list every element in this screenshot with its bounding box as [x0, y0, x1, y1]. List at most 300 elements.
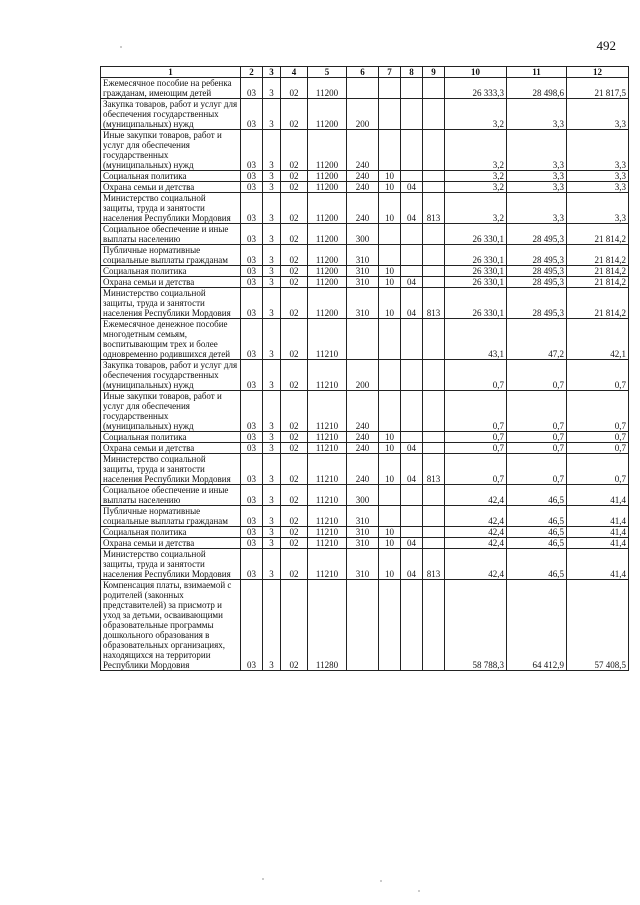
row-name-cell: Социальная политика — [101, 266, 241, 277]
amount-year3-cell: 3,3 — [567, 171, 629, 182]
subsection-code-cell: 10 — [379, 443, 401, 454]
amount-year1-cell: 43,1 — [445, 319, 507, 360]
budget-table — [100, 66, 629, 671]
expense-code-cell: 11210 — [308, 319, 347, 360]
section-code-cell: 3 — [263, 391, 281, 432]
amount-year1-cell: 26 330,1 — [445, 224, 507, 245]
row-name-cell: Иные закупки товаров, работ и услуг для обеспечения государственных (муниципальных) нужд — [101, 391, 241, 432]
expense-code-cell: 11200 — [308, 277, 347, 288]
amount-year3-cell: 3,3 — [567, 130, 629, 171]
table-row — [101, 580, 629, 671]
amount-year3-cell: 3,3 — [567, 182, 629, 193]
ministry-code-cell: 03 — [241, 360, 263, 391]
dept-code-cell — [423, 443, 445, 454]
amount-year2-cell: 0,7 — [507, 360, 567, 391]
subsection-code-cell: 10 — [379, 549, 401, 580]
ministry-code-cell: 03 — [241, 171, 263, 182]
program-code-cell: 02 — [281, 78, 308, 99]
subsection-code-cell — [379, 319, 401, 360]
expense-type-cell: 300 — [347, 224, 379, 245]
column-header: 1 — [101, 67, 241, 78]
amount-year1-cell: 0,7 — [445, 432, 507, 443]
subsection-code-cell: 10 — [379, 266, 401, 277]
expense-type-cell: 310 — [347, 245, 379, 266]
ministry-code-cell: 03 — [241, 391, 263, 432]
expense-type-cell: 200 — [347, 360, 379, 391]
amount-year1-cell: 0,7 — [445, 360, 507, 391]
amount-year2-cell: 28 495,3 — [507, 288, 567, 319]
program-code-cell: 02 — [281, 454, 308, 485]
subsection-code-cell — [379, 485, 401, 506]
subsection-sub-code-cell: 04 — [401, 193, 423, 224]
subsection-sub-code-cell — [401, 130, 423, 171]
dept-code-cell: 813 — [423, 193, 445, 224]
program-code-cell: 02 — [281, 193, 308, 224]
expense-type-cell: 240 — [347, 182, 379, 193]
section-code-cell: 3 — [263, 549, 281, 580]
expense-code-cell: 11200 — [308, 78, 347, 99]
program-code-cell: 02 — [281, 443, 308, 454]
amount-year3-cell: 21 814,2 — [567, 288, 629, 319]
expense-type-cell: 240 — [347, 193, 379, 224]
amount-year2-cell: 46,5 — [507, 549, 567, 580]
subsection-sub-code-cell — [401, 266, 423, 277]
dept-code-cell — [423, 182, 445, 193]
row-name-cell: Охрана семьи и детства — [101, 443, 241, 454]
row-name-cell: Компенсация платы, взимаемой с родителей (законных представителей) за присмотр и уход за детьми, осваивающими образовательные программы дошкольного образования в образовательных организациях, находящихся на территории Республики Мордовия — [101, 580, 241, 671]
table-row — [101, 527, 629, 538]
column-header: 7 — [379, 67, 401, 78]
program-code-cell: 02 — [281, 266, 308, 277]
row-name-cell: Иные закупки товаров, работ и услуг для обеспечения государственных (муниципальных) нужд — [101, 130, 241, 171]
expense-type-cell: 310 — [347, 277, 379, 288]
subsection-sub-code-cell — [401, 506, 423, 527]
row-name-cell: Социальная политика — [101, 171, 241, 182]
dept-code-cell: 813 — [423, 288, 445, 319]
row-name-cell: Министерство социальной защиты, труда и занятости населения Республики Мордовия — [101, 193, 241, 224]
program-code-cell: 02 — [281, 171, 308, 182]
scan-speck — [120, 46, 122, 48]
dept-code-cell — [423, 78, 445, 99]
amount-year1-cell: 42,4 — [445, 527, 507, 538]
program-code-cell: 02 — [281, 391, 308, 432]
scan-speck — [380, 880, 382, 882]
table-row — [101, 454, 629, 485]
program-code-cell: 02 — [281, 224, 308, 245]
amount-year1-cell: 26 333,3 — [445, 78, 507, 99]
amount-year3-cell: 0,7 — [567, 454, 629, 485]
amount-year3-cell: 42,1 — [567, 319, 629, 360]
subsection-sub-code-cell — [401, 527, 423, 538]
row-name-cell: Публичные нормативные социальные выплаты гражданам — [101, 506, 241, 527]
expense-code-cell: 11210 — [308, 538, 347, 549]
section-code-cell: 3 — [263, 171, 281, 182]
column-header: 4 — [281, 67, 308, 78]
program-code-cell: 02 — [281, 130, 308, 171]
expense-type-cell: 310 — [347, 527, 379, 538]
dept-code-cell — [423, 319, 445, 360]
subsection-sub-code-cell: 04 — [401, 182, 423, 193]
section-code-cell: 3 — [263, 527, 281, 538]
amount-year3-cell: 0,7 — [567, 360, 629, 391]
amount-year1-cell: 3,2 — [445, 193, 507, 224]
row-name-cell: Социальная политика — [101, 527, 241, 538]
amount-year1-cell: 42,4 — [445, 549, 507, 580]
amount-year1-cell: 42,4 — [445, 485, 507, 506]
subsection-code-cell: 10 — [379, 182, 401, 193]
dept-code-cell — [423, 266, 445, 277]
section-code-cell: 3 — [263, 245, 281, 266]
expense-type-cell: 240 — [347, 171, 379, 182]
subsection-code-cell — [379, 245, 401, 266]
expense-type-cell: 240 — [347, 443, 379, 454]
row-name-cell: Охрана семьи и детства — [101, 538, 241, 549]
column-header: 8 — [401, 67, 423, 78]
table-row — [101, 549, 629, 580]
amount-year2-cell: 28 498,6 — [507, 78, 567, 99]
ministry-code-cell: 03 — [241, 277, 263, 288]
section-code-cell: 3 — [263, 485, 281, 506]
expense-type-cell: 310 — [347, 549, 379, 580]
expense-code-cell: 11200 — [308, 99, 347, 130]
subsection-code-cell — [379, 224, 401, 245]
dept-code-cell — [423, 432, 445, 443]
ministry-code-cell: 03 — [241, 538, 263, 549]
amount-year3-cell: 41,4 — [567, 549, 629, 580]
row-name-cell: Закупка товаров, работ и услуг для обеспечения государственных (муниципальных) нужд — [101, 360, 241, 391]
amount-year3-cell: 21 817,5 — [567, 78, 629, 99]
expense-code-cell: 11200 — [308, 130, 347, 171]
dept-code-cell — [423, 130, 445, 171]
ministry-code-cell: 03 — [241, 432, 263, 443]
section-code-cell: 3 — [263, 443, 281, 454]
section-code-cell: 3 — [263, 277, 281, 288]
ministry-code-cell: 03 — [241, 485, 263, 506]
row-name-cell: Ежемесячное денежное пособие многодетным семьям, воспитывающим трех и более одновременно родившихся детей — [101, 319, 241, 360]
subsection-sub-code-cell — [401, 224, 423, 245]
subsection-sub-code-cell: 04 — [401, 288, 423, 319]
subsection-code-cell — [379, 78, 401, 99]
amount-year1-cell: 26 330,1 — [445, 288, 507, 319]
column-header: 10 — [445, 67, 507, 78]
subsection-code-cell: 10 — [379, 277, 401, 288]
amount-year2-cell: 28 495,3 — [507, 277, 567, 288]
subsection-code-cell: 10 — [379, 193, 401, 224]
program-code-cell: 02 — [281, 319, 308, 360]
dept-code-cell — [423, 224, 445, 245]
amount-year2-cell: 46,5 — [507, 527, 567, 538]
program-code-cell: 02 — [281, 485, 308, 506]
subsection-code-cell: 10 — [379, 171, 401, 182]
amount-year3-cell: 21 814,2 — [567, 266, 629, 277]
column-header: 2 — [241, 67, 263, 78]
amount-year2-cell: 28 495,3 — [507, 224, 567, 245]
expense-code-cell: 11210 — [308, 549, 347, 580]
column-header: 6 — [347, 67, 379, 78]
subsection-sub-code-cell — [401, 360, 423, 391]
amount-year1-cell: 26 330,1 — [445, 266, 507, 277]
amount-year3-cell: 41,4 — [567, 506, 629, 527]
section-code-cell: 3 — [263, 182, 281, 193]
subsection-sub-code-cell: 04 — [401, 277, 423, 288]
amount-year1-cell: 26 330,1 — [445, 245, 507, 266]
table-row — [101, 506, 629, 527]
subsection-code-cell: 10 — [379, 288, 401, 319]
expense-code-cell: 11210 — [308, 506, 347, 527]
amount-year2-cell: 64 412,9 — [507, 580, 567, 671]
program-code-cell: 02 — [281, 99, 308, 130]
ministry-code-cell: 03 — [241, 245, 263, 266]
expense-type-cell: 310 — [347, 288, 379, 319]
expense-type-cell: 310 — [347, 538, 379, 549]
dept-code-cell — [423, 99, 445, 130]
amount-year2-cell: 28 495,3 — [507, 266, 567, 277]
expense-type-cell: 300 — [347, 485, 379, 506]
amount-year1-cell: 3,2 — [445, 182, 507, 193]
section-code-cell: 3 — [263, 99, 281, 130]
subsection-sub-code-cell: 04 — [401, 454, 423, 485]
ministry-code-cell: 03 — [241, 99, 263, 130]
table-row — [101, 78, 629, 99]
expense-code-cell: 11280 — [308, 580, 347, 671]
table-row — [101, 266, 629, 277]
expense-type-cell — [347, 580, 379, 671]
row-name-cell: Министерство социальной защиты, труда и занятости населения Республики Мордовия — [101, 454, 241, 485]
amount-year3-cell: 21 814,2 — [567, 277, 629, 288]
row-name-cell: Социальное обеспечение и иные выплаты населению — [101, 485, 241, 506]
table-row — [101, 288, 629, 319]
expense-type-cell: 240 — [347, 391, 379, 432]
section-code-cell: 3 — [263, 266, 281, 277]
amount-year2-cell: 3,3 — [507, 182, 567, 193]
program-code-cell: 02 — [281, 182, 308, 193]
scan-speck — [418, 890, 420, 892]
subsection-code-cell: 10 — [379, 454, 401, 485]
section-code-cell: 3 — [263, 360, 281, 391]
ministry-code-cell: 03 — [241, 78, 263, 99]
expense-code-cell: 11210 — [308, 454, 347, 485]
subsection-code-cell — [379, 580, 401, 671]
amount-year2-cell: 46,5 — [507, 485, 567, 506]
table-body — [101, 78, 629, 671]
subsection-sub-code-cell — [401, 580, 423, 671]
amount-year1-cell: 42,4 — [445, 538, 507, 549]
expense-code-cell: 11200 — [308, 171, 347, 182]
expense-code-cell: 11210 — [308, 432, 347, 443]
subsection-code-cell — [379, 99, 401, 130]
ministry-code-cell: 03 — [241, 527, 263, 538]
subsection-sub-code-cell — [401, 319, 423, 360]
table-row — [101, 130, 629, 171]
expense-code-cell: 11200 — [308, 245, 347, 266]
section-code-cell: 3 — [263, 454, 281, 485]
table-row — [101, 360, 629, 391]
section-code-cell: 3 — [263, 224, 281, 245]
dept-code-cell — [423, 391, 445, 432]
table-row — [101, 443, 629, 454]
expense-code-cell: 11210 — [308, 360, 347, 391]
amount-year1-cell: 42,4 — [445, 506, 507, 527]
dept-code-cell — [423, 171, 445, 182]
program-code-cell: 02 — [281, 549, 308, 580]
dept-code-cell — [423, 527, 445, 538]
amount-year3-cell: 41,4 — [567, 527, 629, 538]
program-code-cell: 02 — [281, 245, 308, 266]
amount-year1-cell: 26 330,1 — [445, 277, 507, 288]
column-header: 5 — [308, 67, 347, 78]
ministry-code-cell: 03 — [241, 506, 263, 527]
amount-year2-cell: 46,5 — [507, 538, 567, 549]
amount-year2-cell: 28 495,3 — [507, 245, 567, 266]
row-name-cell: Закупка товаров, работ и услуг для обеспечения государственных (муниципальных) нужд — [101, 99, 241, 130]
subsection-sub-code-cell — [401, 485, 423, 506]
subsection-sub-code-cell: 04 — [401, 443, 423, 454]
table-row — [101, 319, 629, 360]
amount-year3-cell: 21 814,2 — [567, 224, 629, 245]
ministry-code-cell: 03 — [241, 224, 263, 245]
amount-year2-cell: 0,7 — [507, 432, 567, 443]
amount-year2-cell: 3,3 — [507, 193, 567, 224]
expense-code-cell: 11210 — [308, 391, 347, 432]
expense-code-cell: 11200 — [308, 224, 347, 245]
expense-type-cell: 240 — [347, 130, 379, 171]
table-row — [101, 182, 629, 193]
subsection-code-cell — [379, 391, 401, 432]
column-header: 11 — [507, 67, 567, 78]
amount-year3-cell: 0,7 — [567, 391, 629, 432]
expense-type-cell — [347, 319, 379, 360]
expense-code-cell: 11210 — [308, 485, 347, 506]
row-name-cell: Публичные нормативные социальные выплаты гражданам — [101, 245, 241, 266]
table-row — [101, 277, 629, 288]
amount-year1-cell: 0,7 — [445, 391, 507, 432]
expense-code-cell: 11210 — [308, 443, 347, 454]
row-name-cell: Охрана семьи и детства — [101, 277, 241, 288]
amount-year1-cell: 3,2 — [445, 130, 507, 171]
subsection-code-cell — [379, 130, 401, 171]
amount-year1-cell: 0,7 — [445, 454, 507, 485]
section-code-cell: 3 — [263, 319, 281, 360]
subsection-sub-code-cell — [401, 78, 423, 99]
amount-year2-cell: 3,3 — [507, 130, 567, 171]
section-code-cell: 3 — [263, 78, 281, 99]
subsection-sub-code-cell — [401, 245, 423, 266]
program-code-cell: 02 — [281, 277, 308, 288]
subsection-code-cell: 10 — [379, 527, 401, 538]
subsection-sub-code-cell — [401, 391, 423, 432]
table-header-row — [101, 67, 629, 78]
amount-year3-cell: 3,3 — [567, 193, 629, 224]
expense-type-cell: 240 — [347, 432, 379, 443]
ministry-code-cell: 03 — [241, 580, 263, 671]
section-code-cell: 3 — [263, 580, 281, 671]
expense-code-cell: 11210 — [308, 527, 347, 538]
amount-year2-cell: 0,7 — [507, 391, 567, 432]
subsection-code-cell — [379, 360, 401, 391]
page-number: 492 — [596, 38, 616, 53]
amount-year3-cell: 0,7 — [567, 432, 629, 443]
table-row — [101, 391, 629, 432]
table-row — [101, 245, 629, 266]
amount-year1-cell: 0,7 — [445, 443, 507, 454]
row-name-cell: Ежемесячное пособие на ребенка гражданам, имеющим детей — [101, 78, 241, 99]
dept-code-cell — [423, 580, 445, 671]
table-row — [101, 99, 629, 130]
ministry-code-cell: 03 — [241, 182, 263, 193]
program-code-cell: 02 — [281, 432, 308, 443]
ministry-code-cell: 03 — [241, 319, 263, 360]
table-row — [101, 171, 629, 182]
subsection-sub-code-cell — [401, 432, 423, 443]
program-code-cell: 02 — [281, 580, 308, 671]
column-header: 12 — [567, 67, 629, 78]
row-name-cell: Министерство социальной защиты, труда и занятости населения Республики Мордовия — [101, 549, 241, 580]
row-name-cell: Охрана семьи и детства — [101, 182, 241, 193]
row-name-cell: Социальная политика — [101, 432, 241, 443]
row-name-cell: Министерство социальной защиты, труда и занятости населения Республики Мордовия — [101, 288, 241, 319]
subsection-sub-code-cell: 04 — [401, 549, 423, 580]
dept-code-cell — [423, 277, 445, 288]
expense-type-cell: 310 — [347, 506, 379, 527]
ministry-code-cell: 03 — [241, 549, 263, 580]
expense-type-cell: 240 — [347, 454, 379, 485]
expense-code-cell: 11200 — [308, 193, 347, 224]
section-code-cell: 3 — [263, 193, 281, 224]
section-code-cell: 3 — [263, 538, 281, 549]
expense-code-cell: 11200 — [308, 266, 347, 277]
table-row — [101, 224, 629, 245]
expense-type-cell: 200 — [347, 99, 379, 130]
subsection-code-cell — [379, 506, 401, 527]
ministry-code-cell: 03 — [241, 288, 263, 319]
dept-code-cell — [423, 360, 445, 391]
amount-year2-cell: 46,5 — [507, 506, 567, 527]
table-row — [101, 193, 629, 224]
amount-year2-cell: 47,2 — [507, 319, 567, 360]
amount-year3-cell: 57 408,5 — [567, 580, 629, 671]
subsection-code-cell: 10 — [379, 432, 401, 443]
subsection-sub-code-cell — [401, 99, 423, 130]
table-row — [101, 432, 629, 443]
expense-type-cell — [347, 78, 379, 99]
ministry-code-cell: 03 — [241, 454, 263, 485]
amount-year2-cell: 0,7 — [507, 443, 567, 454]
program-code-cell: 02 — [281, 360, 308, 391]
expense-type-cell: 310 — [347, 266, 379, 277]
expense-code-cell: 11200 — [308, 288, 347, 319]
dept-code-cell — [423, 245, 445, 266]
amount-year2-cell: 0,7 — [507, 454, 567, 485]
ministry-code-cell: 03 — [241, 193, 263, 224]
expense-code-cell: 11200 — [308, 182, 347, 193]
section-code-cell: 3 — [263, 130, 281, 171]
amount-year1-cell: 3,2 — [445, 171, 507, 182]
program-code-cell: 02 — [281, 288, 308, 319]
dept-code-cell — [423, 538, 445, 549]
amount-year3-cell: 41,4 — [567, 538, 629, 549]
amount-year3-cell: 41,4 — [567, 485, 629, 506]
dept-code-cell: 813 — [423, 454, 445, 485]
amount-year1-cell: 3,2 — [445, 99, 507, 130]
section-code-cell: 3 — [263, 288, 281, 319]
column-header: 3 — [263, 67, 281, 78]
section-code-cell: 3 — [263, 506, 281, 527]
subsection-code-cell: 10 — [379, 538, 401, 549]
ministry-code-cell: 03 — [241, 266, 263, 277]
amount-year3-cell: 3,3 — [567, 99, 629, 130]
table-row — [101, 538, 629, 549]
ministry-code-cell: 03 — [241, 443, 263, 454]
